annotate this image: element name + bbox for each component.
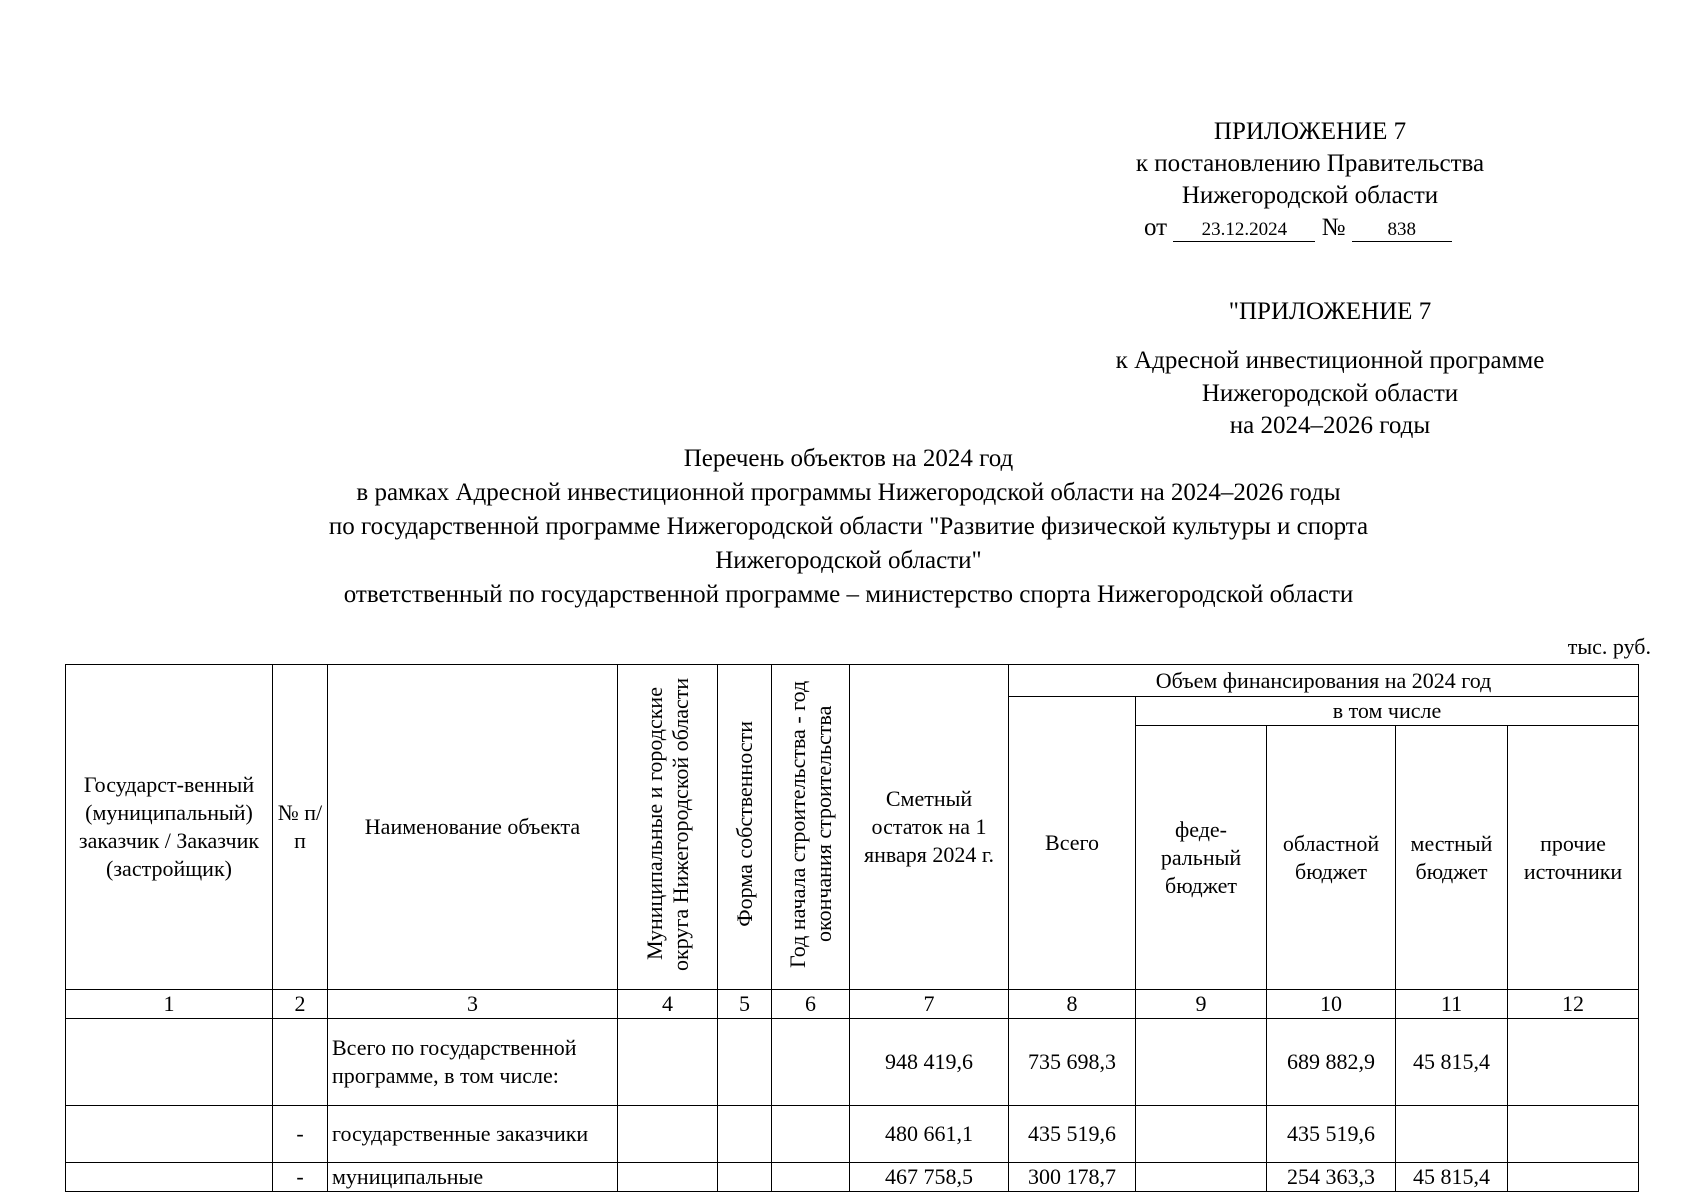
row-3-num: - <box>273 1163 328 1192</box>
header-regional: областной бюджет <box>1267 726 1396 990</box>
header-years-text: Год начала строительства - год окончания строительства <box>784 679 836 968</box>
header-num: № п/п <box>273 665 328 990</box>
row-1-total: 735 698,3 <box>1009 1019 1136 1106</box>
row-3-balance: 467 758,5 <box>850 1163 1009 1192</box>
col-num-5: 5 <box>718 990 772 1019</box>
appendix-label-2: "ПРИЛОЖЕНИЕ 7 <box>1228 298 1432 325</box>
title-line-2: в рамках Адресной инвестиционной программы Нижегородской области на 2024–2026 годы <box>356 479 1341 506</box>
number-prefix: № <box>1321 214 1346 241</box>
header-funding: Объем финансирования на 2024 год <box>1009 665 1639 697</box>
col-num-2: 2 <box>273 990 328 1019</box>
program-region: Нижегородской области <box>1201 380 1459 407</box>
header-districts <box>618 665 718 990</box>
title-line-5: ответственный по государственной программе – министерство спорта Нижегородской области <box>343 581 1354 608</box>
decree-date-number <box>1144 212 1452 244</box>
row-3-ownership <box>718 1163 772 1192</box>
col-num-12: 12 <box>1508 990 1639 1019</box>
row-2-total: 435 519,6 <box>1009 1106 1136 1163</box>
header-customer: Государст-венный (муниципальный) заказчик / Заказчик (застройщик) <box>66 665 273 990</box>
header-including: в том числе <box>1136 697 1639 726</box>
row-2-local <box>1396 1106 1508 1163</box>
decree-reference: к постановлению Правительства <box>1135 150 1485 177</box>
row-1-local: 45 815,4 <box>1396 1019 1508 1106</box>
row-3-total: 300 178,7 <box>1009 1163 1136 1192</box>
row-2-regional: 435 519,6 <box>1267 1106 1396 1163</box>
table-row <box>66 1019 1639 1106</box>
row-1-ownership <box>718 1019 772 1106</box>
row-2-other <box>1508 1106 1639 1163</box>
decree-number: 838 <box>1352 219 1452 242</box>
col-num-11: 11 <box>1396 990 1508 1019</box>
col-num-4: 4 <box>618 990 718 1019</box>
row-1-regional: 689 882,9 <box>1267 1019 1396 1106</box>
row-3-object-name: муниципальные <box>328 1163 618 1192</box>
header-balance: Сметный остаток на 1 января 2024 г. <box>850 665 1009 990</box>
row-3-other <box>1508 1163 1639 1192</box>
header-row-1 <box>66 665 1639 697</box>
col-num-8: 8 <box>1009 990 1136 1019</box>
row-3-local: 45 815,4 <box>1396 1163 1508 1192</box>
header-total: Всего <box>1009 697 1136 990</box>
col-num-9: 9 <box>1136 990 1267 1019</box>
row-1-federal <box>1136 1019 1267 1106</box>
row-2-districts <box>618 1106 718 1163</box>
row-3-customer <box>66 1163 273 1192</box>
row-2-object-name: государственные заказчики <box>328 1106 618 1163</box>
header-federal: феде-ральный бюджет <box>1136 726 1267 990</box>
column-number-row <box>66 990 1639 1019</box>
header-ownership-text: Форма собственности <box>731 720 757 927</box>
row-3-federal <box>1136 1163 1267 1192</box>
row-1-years <box>772 1019 850 1106</box>
row-1-object-name: Всего по государственной программе, в том числе: <box>328 1019 618 1106</box>
row-2-customer <box>66 1106 273 1163</box>
row-3-districts <box>618 1163 718 1192</box>
table-row <box>66 1163 1639 1192</box>
col-num-1: 1 <box>66 990 273 1019</box>
row-1-other <box>1508 1019 1639 1106</box>
row-1-balance: 948 419,6 <box>850 1019 1009 1106</box>
col-num-3: 3 <box>328 990 618 1019</box>
title-line-4: Нижегородской области" <box>715 547 982 574</box>
col-num-6: 6 <box>772 990 850 1019</box>
units-label: тыс. руб. <box>1567 634 1651 659</box>
header-object-name: Наименование объекта <box>328 665 618 990</box>
header-districts-text: Муниципальные и городские округа Нижегородской области <box>641 676 693 971</box>
title-line-3: по государственной программе Нижегородской области "Развитие физической культуры и спорта <box>328 513 1369 540</box>
table-row <box>66 1106 1639 1163</box>
decree-date: 23.12.2024 <box>1173 219 1315 242</box>
header-other: прочие источники <box>1508 726 1639 990</box>
title-line-1: Перечень объектов на 2024 год <box>683 445 1014 472</box>
region-name: Нижегородской области <box>1181 182 1439 209</box>
row-1-customer <box>66 1019 273 1106</box>
program-reference: к Адресной инвестиционной программе <box>1115 347 1545 374</box>
col-num-10: 10 <box>1267 990 1396 1019</box>
row-3-regional: 254 363,3 <box>1267 1163 1396 1192</box>
row-3-years <box>772 1163 850 1192</box>
header-years <box>772 665 850 990</box>
header-local: местный бюджет <box>1396 726 1508 990</box>
row-2-years <box>772 1106 850 1163</box>
header-ownership <box>718 665 772 990</box>
objects-table <box>65 664 1639 1192</box>
row-1-districts <box>618 1019 718 1106</box>
row-2-federal <box>1136 1106 1267 1163</box>
row-2-ownership <box>718 1106 772 1163</box>
col-num-7: 7 <box>850 990 1009 1019</box>
row-2-balance: 480 661,1 <box>850 1106 1009 1163</box>
row-1-num <box>273 1019 328 1106</box>
date-prefix: от <box>1144 214 1168 241</box>
row-2-num: - <box>273 1106 328 1163</box>
program-years: на 2024–2026 годы <box>1229 412 1431 439</box>
appendix-label: ПРИЛОЖЕНИЕ 7 <box>1213 118 1407 145</box>
